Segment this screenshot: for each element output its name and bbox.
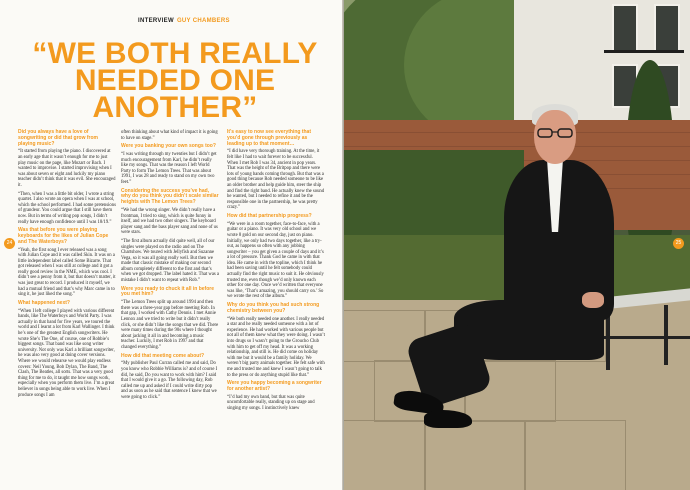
body-paragraph: “It started from playing the piano. I discovered at an early age that it wasn’t enough for me to just play music on the page, like Mozart or Bach. I wanted to improvise. I started improvising when I was about seven or eight and luckily my piano teacher didn’t think that it was evil. She encouraged it. [18,149,116,188]
glasses-icon [537,128,573,138]
body-paragraph: often thinking about what kind of impact it is going to have on stage.” [121,130,218,141]
question-heading: Was that before you were playing keyboards for the likes of Julian Cope and The Waterboys? [18,227,109,245]
text-column-2 [121,130,219,404]
photo-window [654,4,680,52]
body-paragraph: “When I left college I played with various different bands, like The Waterboys and World Party. I was actually in that band for five years, we toured the world and I learnt a lot from Karl Wallinger. I think he’s one of the greatest English songwriters. He wrote She’s The One, of course, one of Robbie’s biggest songs. That band was like song writer university. Not only was Karl a brilliant songwriter, he was also very good at doing cover versions. Where we would rehearse we would play endless covers: Neil Young, Bob Dylan, The Band, The Clash, The Beatles, all sorts. That was a very good thing for me to do, it taught me how songs work, especially when you perform them live. I’m a great believer in songs being able to work live. When I produce songs I am [18,308,115,398]
body-paragraph: “The Lemon Trees split up around 1994 and then there was a three-year gap before meeting Rob. In that gap, I worked with Cathy Dennis. I met Annie Lennox and we tried to write but it didn’t really click, or she didn’t like the songs that we did. There were many times during the 90s where I thought about jacking it all in and becoming a music teacher. Luckily, I met Rob in 1997 and that changed everything.” [121,300,219,350]
body-paragraph: “I’d had my own band, but that was quite uncomfortable really, standing up on stage and singing my songs. I instinctively knew [227,394,315,411]
body-paragraph: “We both really needed one another. I really needed a star and he really needed someone with a lot of experience. He had worked with various people but not all of them knew what they were doing. I wasn’t into drugs so I wasn’t going to the Groucho Club with him to get off my head. It was a working relationship, and still is. He did come on holiday with me but it would be a family holiday. We weren’t big party animals together. He felt safe with me and trusted me and knew I wasn’t going to talk to the press or do anything stupid like that.” [227,316,325,378]
photo-bench-rail [594,336,690,339]
page-number-left: 24 [4,238,15,249]
question-heading: Considering the success you’ve had, why do you think you didn’t scale similar heights with The Lemon Trees? [121,187,219,206]
body-paragraph: “We had the wrong singer. We didn’t really have a frontman, I tried to sing, which is quite funny in itself, and we had two other singers. The keyboard player sang and the bass player sang and none of us were stars. [121,207,218,236]
question-heading: Were you banking your own songs too? [121,143,216,150]
body-paragraph: “I did have very thorough training. At the time, it felt like I had to wait forever to be successful. When I met Rob I was 34, ancient in pop years. That was the height of the Britpop and there were lots of young bands coming through. But that was a good thing because Rob needed someone to be like an older brother and help guide him, steer the ship and find the right band. He actually knew the sound he wanted, but I needed to refine it and be the responsible one in the partnership, he was pretty crazy.” [227,149,325,211]
section-kicker [138,18,230,24]
body-paragraph: “We were in a room together, face-to-face, with a guitar or a piano. It was very old school and we wrote 8 gold on our second day, just on piano. Initially, we only had two days together, like a try-out, as happens so often with any jobbing songwriter – you get given a couple of days and it’s a lot of pressure. Thank God he came in with that idea. He came in with the topline, which I think he had been saving until he felt somebody could actually find the right music to suit it. He obviously trusted me, even though we’d only known each other for one day. Once we’d written that everyone was like, ‘That’s amazing, you should carry on.’ So we wrote the rest of the album.” [227,221,324,300]
question-heading: What happened next? [18,299,70,306]
paving-slab [424,420,526,490]
question-heading: Were you happy becoming a songwriter for another artist? [227,380,322,392]
body-paragraph: “My publisher Paul Curran called me and said, Do you know who Robbie Williams is? and of course I did, he said, Do you want to work with him? I said that I would give it a go. The following day, Rob called me up and asked if I could write dirty pop and as soon as he said that sentence I knew that we were going to click.” [121,361,218,400]
kicker-section: INTERVIEW [138,18,174,24]
question-heading: It’s easy to now see everything that you’d gone through previously as leading up to that moment… [227,129,312,147]
page-number-right: 25 [673,238,684,249]
photo-balcony [604,50,684,53]
question-heading: Were you ready to chuck it all in before you met him? [121,285,214,298]
brick-course [344,132,690,133]
kicker-name: GUY CHAMBERS [176,18,230,24]
photo-hand [582,292,604,308]
paving-slab [344,420,426,490]
left-page [0,0,343,490]
brick-course [344,146,690,147]
photo-shoe [424,410,472,428]
headline: “WE BOTH REALLY NEEDED ONE ANOTHER” [32,37,318,124]
text-column-1 [18,130,116,401]
body-paragraph: “Yeah, the first song I ever released was a song with Julian Cope and it was called Skin. It was on a little independent label called Some Bizarre. That got released when I was still at college and it got a really good review in the NME, which was cool. I didn’t see a penny from it, but that doesn’t matter, it was just great to record. I produced it myself, we had a mutual friend and that’s why Marc came in to sing it, he just liked the song.” [18,247,116,298]
body-paragraph: “The first album actually did quite well, all of our singles were played on the radio and on The Chartshow. We toured with Jellyfish and Suzanne Vega, so it was all going really well. But then we made that classic mistake of making our second album completely different to the first and that’s when we got dropped. The label hated it. That was a mistake I didn’t want to repeat with Rob.” [121,238,219,284]
body-paragraph: “I was writing through my twenties but I didn’t get much encouragement from Karl, he didn’t really like my songs. That was the reason I left World Party to form The Lemon Trees. That was about 1991, I was 28 and ready to stand on my own two feet.” [121,151,217,185]
text-column-3 [227,130,325,415]
photo-window [612,4,638,52]
question-heading: Did you always have a love of songwriting or did that grow from playing music? [18,129,98,147]
question-heading: How did that meeting come about? [121,352,205,359]
question-heading: Why do you think you had such strong chemistry between you? [227,302,320,314]
portrait-photo [344,0,690,490]
question-heading: How did that partnership progress? [227,212,312,219]
photo-hedge [344,150,524,240]
photo-bench-leg [664,305,668,365]
body-paragraph: “Then, when I was a little bit older, I wrote a string quartet. I also wrote an opera when I was at school, which the school performed. I had some pretensions of grandeur. You could argue that I still have them now. But in terms of writing pop songs, I didn’t really have enough confidence until I was 18/19.” [18,191,116,225]
paving-slab [524,420,626,490]
